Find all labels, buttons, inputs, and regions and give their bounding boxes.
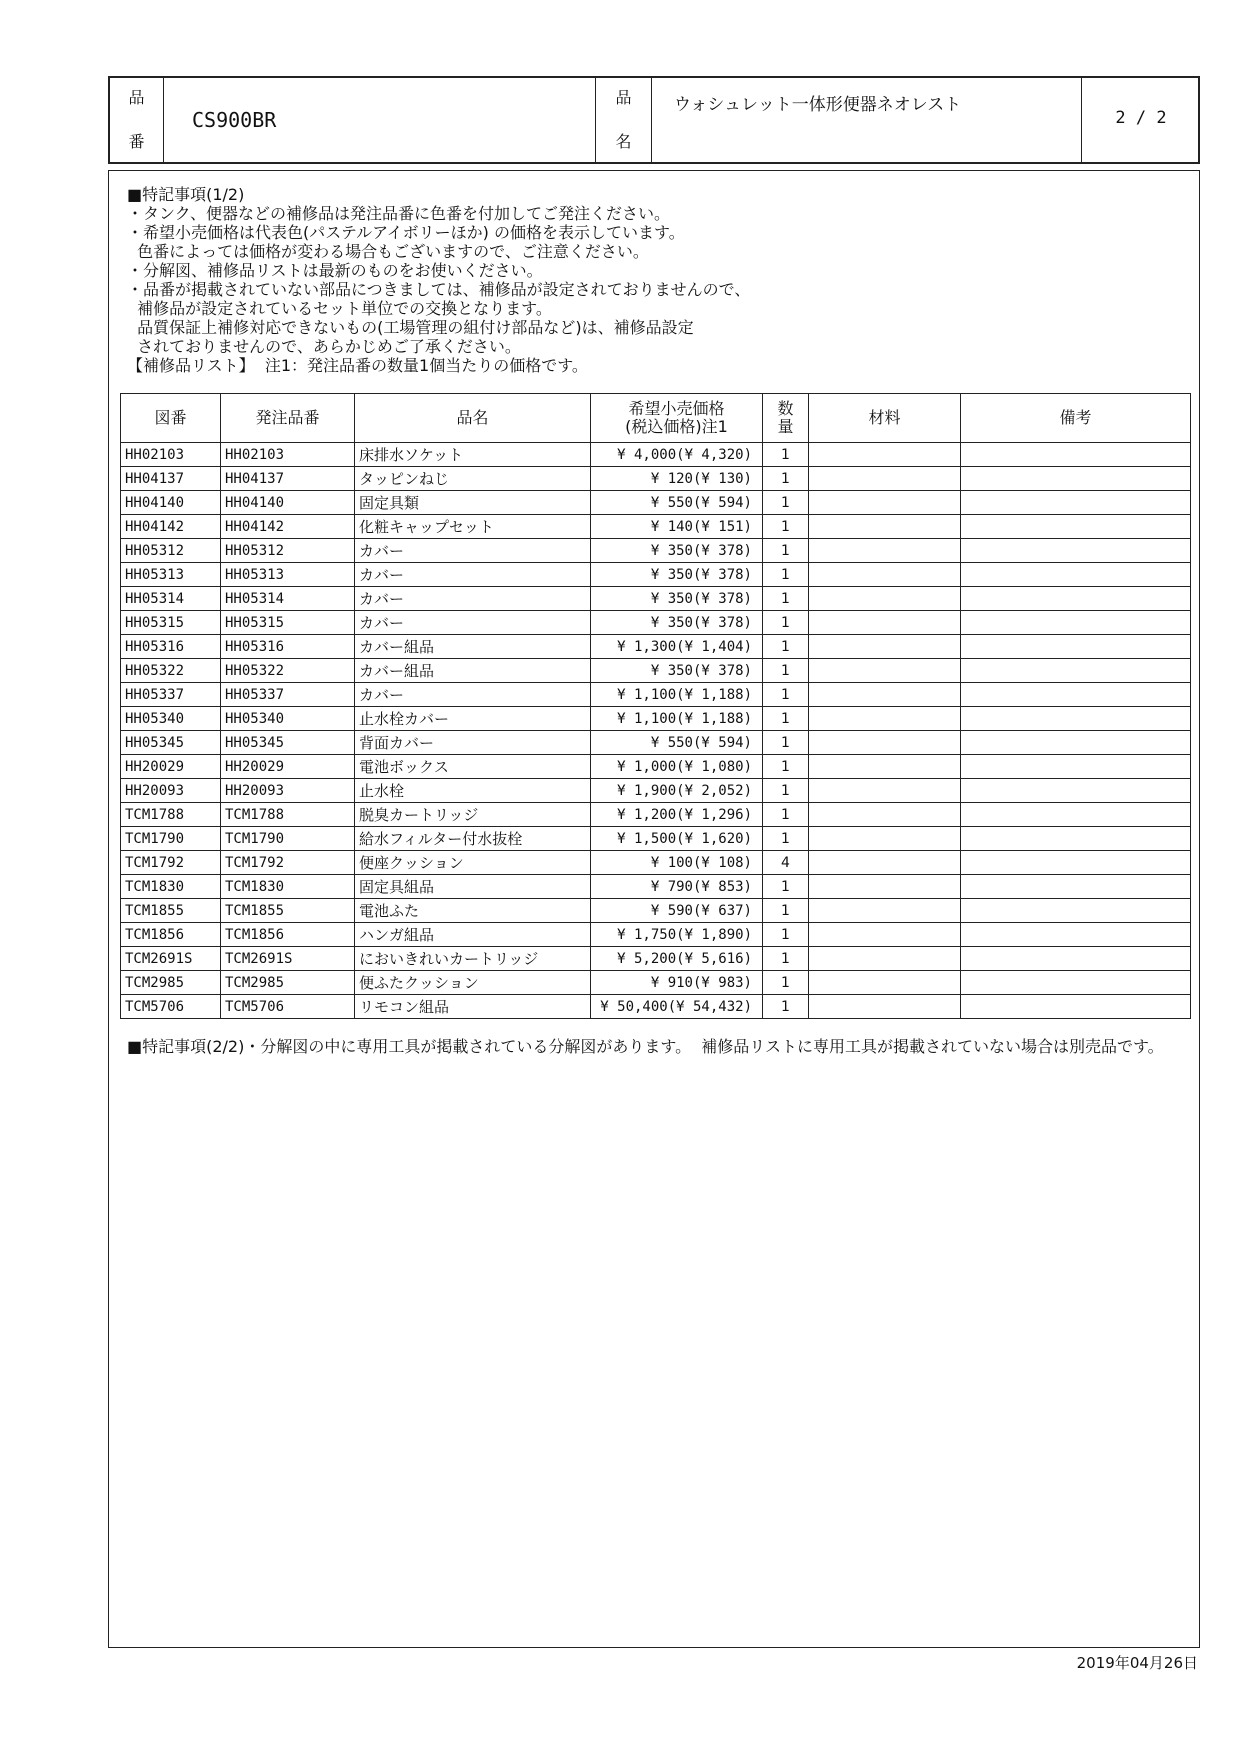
cell-zuban: HH02103 xyxy=(121,443,221,467)
parts-table xyxy=(120,393,1191,1019)
cell-order-no: HH05314 xyxy=(221,587,355,611)
cell-qty: 1 xyxy=(763,563,809,587)
cell-price: ¥ 1,300(¥ 1,404) xyxy=(591,635,763,659)
cell-remarks xyxy=(961,731,1191,755)
issue-date: 2019年04月26日 xyxy=(1076,1654,1198,1672)
cell-order-no: HH20093 xyxy=(221,779,355,803)
cell-name: カバー xyxy=(355,539,591,563)
cell-name: 電池ふた xyxy=(355,899,591,923)
cell-remarks xyxy=(961,563,1191,587)
cell-order-no: HH04140 xyxy=(221,491,355,515)
cell-name: カバー xyxy=(355,611,591,635)
cell-price: ¥ 350(¥ 378) xyxy=(591,587,763,611)
cell-price: ¥ 120(¥ 130) xyxy=(591,467,763,491)
table-row xyxy=(121,971,1191,995)
cell-zuban: HH20029 xyxy=(121,755,221,779)
cell-remarks xyxy=(961,587,1191,611)
special-notes-bottom xyxy=(127,1037,1164,1056)
code-label-cell xyxy=(110,78,164,162)
cell-order-no: TCM2691S xyxy=(221,947,355,971)
table-row xyxy=(121,803,1191,827)
cell-remarks xyxy=(961,443,1191,467)
cell-price: ¥ 350(¥ 378) xyxy=(591,563,763,587)
cell-material xyxy=(809,563,961,587)
content-frame xyxy=(108,170,1200,1648)
note-line: ・分解図の中に専用工具が掲載されている分解図があります。 xyxy=(244,1037,692,1056)
cell-qty: 1 xyxy=(763,635,809,659)
page-number-cell xyxy=(1082,78,1200,162)
cell-material xyxy=(809,899,961,923)
cell-material xyxy=(809,947,961,971)
table-row xyxy=(121,707,1191,731)
table-row xyxy=(121,515,1191,539)
special-notes-top xyxy=(127,185,750,375)
cell-order-no: TCM1855 xyxy=(221,899,355,923)
cell-material xyxy=(809,731,961,755)
cell-zuban: TCM1788 xyxy=(121,803,221,827)
price-header-line1: 希望小売価格 xyxy=(628,399,725,418)
cell-qty: 4 xyxy=(763,851,809,875)
cell-order-no: TCM1830 xyxy=(221,875,355,899)
cell-zuban: TCM5706 xyxy=(121,995,221,1019)
cell-name: 化粧キャップセット xyxy=(355,515,591,539)
note-line: 補修品が設定されているセット単位での交換となります。 xyxy=(127,299,552,318)
cell-remarks xyxy=(961,659,1191,683)
cell-material xyxy=(809,635,961,659)
cell-remarks xyxy=(961,899,1191,923)
cell-order-no: TCM1790 xyxy=(221,827,355,851)
note-line: ■特記事項(2/2) xyxy=(127,1037,245,1056)
cell-order-no: TCM1788 xyxy=(221,803,355,827)
page-number: 2 / 2 xyxy=(1115,108,1167,128)
cell-name: 便ふたクッション xyxy=(355,971,591,995)
cell-price: ¥ 590(¥ 637) xyxy=(591,899,763,923)
cell-material xyxy=(809,491,961,515)
cell-qty: 1 xyxy=(763,659,809,683)
col-header-material: 材料 xyxy=(809,394,961,443)
cell-order-no: HH02103 xyxy=(221,443,355,467)
table-row xyxy=(121,683,1191,707)
cell-zuban: HH05312 xyxy=(121,539,221,563)
table-header-row xyxy=(121,394,1191,443)
note-line: 品質保証上補修対応できないもの(工場管理の組付け部品など)は、補修品設定 xyxy=(127,318,694,337)
cell-price: ¥ 1,100(¥ 1,188) xyxy=(591,683,763,707)
cell-qty: 1 xyxy=(763,755,809,779)
cell-price: ¥ 140(¥ 151) xyxy=(591,515,763,539)
table-row xyxy=(121,899,1191,923)
cell-zuban: TCM2985 xyxy=(121,971,221,995)
cell-material xyxy=(809,851,961,875)
cell-zuban: HH05322 xyxy=(121,659,221,683)
cell-price: ¥ 1,500(¥ 1,620) xyxy=(591,827,763,851)
cell-material xyxy=(809,659,961,683)
cell-remarks xyxy=(961,611,1191,635)
cell-order-no: HH05337 xyxy=(221,683,355,707)
cell-name: リモコン組品 xyxy=(355,995,591,1019)
cell-remarks xyxy=(961,827,1191,851)
cell-price: ¥ 790(¥ 853) xyxy=(591,875,763,899)
cell-name: カバー xyxy=(355,683,591,707)
cell-material xyxy=(809,779,961,803)
note-line: ・分解図、補修品リストは最新のものをお使いください。 xyxy=(127,261,543,280)
cell-material xyxy=(809,515,961,539)
cell-price: ¥ 100(¥ 108) xyxy=(591,851,763,875)
cell-zuban: TCM1856 xyxy=(121,923,221,947)
parts-table-body xyxy=(121,443,1191,1019)
cell-material xyxy=(809,443,961,467)
cell-remarks xyxy=(961,539,1191,563)
cell-qty: 1 xyxy=(763,683,809,707)
cell-price: ¥ 1,750(¥ 1,890) xyxy=(591,923,763,947)
price-header-line2: (税込価格)注1 xyxy=(625,417,728,436)
cell-order-no: HH04137 xyxy=(221,467,355,491)
col-header-order-no: 発注品番 xyxy=(221,394,355,443)
cell-remarks xyxy=(961,491,1191,515)
cell-material xyxy=(809,707,961,731)
cell-material xyxy=(809,875,961,899)
cell-qty: 1 xyxy=(763,467,809,491)
cell-remarks xyxy=(961,923,1191,947)
cell-material xyxy=(809,995,961,1019)
cell-remarks xyxy=(961,683,1191,707)
note-line: ■特記事項(1/2) xyxy=(127,185,245,204)
table-row xyxy=(121,827,1191,851)
table-row xyxy=(121,779,1191,803)
cell-material xyxy=(809,611,961,635)
cell-zuban: HH05315 xyxy=(121,611,221,635)
col-header-name: 品名 xyxy=(355,394,591,443)
cell-zuban: HH04137 xyxy=(121,467,221,491)
cell-remarks xyxy=(961,995,1191,1019)
cell-order-no: TCM2985 xyxy=(221,971,355,995)
table-row xyxy=(121,611,1191,635)
cell-price: ¥ 550(¥ 594) xyxy=(591,731,763,755)
cell-order-no: HH20029 xyxy=(221,755,355,779)
cell-zuban: TCM1855 xyxy=(121,899,221,923)
cell-name: においきれいカートリッジ xyxy=(355,947,591,971)
cell-qty: 1 xyxy=(763,491,809,515)
cell-material xyxy=(809,587,961,611)
cell-zuban: HH04142 xyxy=(121,515,221,539)
cell-qty: 1 xyxy=(763,443,809,467)
cell-qty: 1 xyxy=(763,611,809,635)
cell-remarks xyxy=(961,875,1191,899)
cell-name: カバー xyxy=(355,563,591,587)
cell-price: ¥ 550(¥ 594) xyxy=(591,491,763,515)
cell-remarks xyxy=(961,515,1191,539)
cell-name: 便座クッション xyxy=(355,851,591,875)
table-row xyxy=(121,851,1191,875)
table-row xyxy=(121,875,1191,899)
cell-order-no: HH05315 xyxy=(221,611,355,635)
cell-price: ¥ 350(¥ 378) xyxy=(591,611,763,635)
cell-name: 止水栓カバー xyxy=(355,707,591,731)
cell-qty: 1 xyxy=(763,971,809,995)
cell-material xyxy=(809,683,961,707)
cell-remarks xyxy=(961,947,1191,971)
cell-qty: 1 xyxy=(763,779,809,803)
cell-remarks xyxy=(961,467,1191,491)
name-label-cell xyxy=(596,78,652,162)
cell-qty: 1 xyxy=(763,947,809,971)
cell-order-no: TCM1792 xyxy=(221,851,355,875)
cell-name: 背面カバー xyxy=(355,731,591,755)
name-label-bottom: 名 xyxy=(615,132,632,151)
product-code: CS900BR xyxy=(192,108,277,132)
cell-zuban: HH05337 xyxy=(121,683,221,707)
qty-header-line2: 量 xyxy=(777,417,794,436)
cell-zuban: HH05316 xyxy=(121,635,221,659)
cell-name: タッピンねじ xyxy=(355,467,591,491)
table-row xyxy=(121,659,1191,683)
code-label-top: 品 xyxy=(128,88,145,107)
cell-zuban: HH04140 xyxy=(121,491,221,515)
cell-remarks xyxy=(961,707,1191,731)
cell-name: カバー組品 xyxy=(355,659,591,683)
cell-remarks xyxy=(961,971,1191,995)
table-row xyxy=(121,635,1191,659)
cell-order-no: HH05322 xyxy=(221,659,355,683)
cell-remarks xyxy=(961,755,1191,779)
cell-order-no: TCM1856 xyxy=(221,923,355,947)
note-line: 色番によっては価格が変わる場合もございますので、ご注意ください。 xyxy=(127,242,649,261)
cell-zuban: TCM1792 xyxy=(121,851,221,875)
cell-order-no: HH05340 xyxy=(221,707,355,731)
cell-qty: 1 xyxy=(763,923,809,947)
note-line: ・タンク、便器などの補修品は発注品番に色番を付加してご発注ください。 xyxy=(127,204,671,223)
table-row xyxy=(121,563,1191,587)
cell-zuban: TCM1830 xyxy=(121,875,221,899)
col-header-qty xyxy=(763,394,809,443)
cell-price: ¥ 1,000(¥ 1,080) xyxy=(591,755,763,779)
cell-order-no: HH05316 xyxy=(221,635,355,659)
product-code-cell xyxy=(164,78,596,162)
note-line: 【補修品リスト】 注1：発注品番の数量1個当たりの価格です。 xyxy=(127,356,588,375)
cell-qty: 1 xyxy=(763,899,809,923)
cell-name: カバー xyxy=(355,587,591,611)
cell-remarks xyxy=(961,779,1191,803)
cell-name: ハンガ組品 xyxy=(355,923,591,947)
cell-material xyxy=(809,755,961,779)
cell-price: ¥ 4,000(¥ 4,320) xyxy=(591,443,763,467)
cell-qty: 1 xyxy=(763,515,809,539)
table-row xyxy=(121,491,1191,515)
cell-material xyxy=(809,803,961,827)
cell-price: ¥ 50,400(¥ 54,432) xyxy=(591,995,763,1019)
table-row xyxy=(121,539,1191,563)
cell-order-no: HH05313 xyxy=(221,563,355,587)
cell-remarks xyxy=(961,635,1191,659)
cell-price: ¥ 350(¥ 378) xyxy=(591,659,763,683)
col-header-remarks: 備考 xyxy=(961,394,1191,443)
cell-zuban: HH05313 xyxy=(121,563,221,587)
cell-qty: 1 xyxy=(763,587,809,611)
table-row xyxy=(121,923,1191,947)
cell-qty: 1 xyxy=(763,875,809,899)
table-row xyxy=(121,947,1191,971)
cell-name: カバー組品 xyxy=(355,635,591,659)
cell-name: 床排水ソケット xyxy=(355,443,591,467)
note-line: 補修品リストに専用工具が掲載されていない場合は別売品です。 xyxy=(691,1037,1164,1056)
cell-price: ¥ 5,200(¥ 5,616) xyxy=(591,947,763,971)
cell-order-no: TCM5706 xyxy=(221,995,355,1019)
product-name: ウォシュレット一体形便器ネオレスト xyxy=(674,95,962,115)
cell-zuban: TCM1790 xyxy=(121,827,221,851)
cell-name: 脱臭カートリッジ xyxy=(355,803,591,827)
note-line: ・品番が掲載されていない部品につきましては、補修品が設定されておりませんので、 xyxy=(127,280,751,299)
cell-zuban: HH20093 xyxy=(121,779,221,803)
cell-order-no: HH05345 xyxy=(221,731,355,755)
cell-price: ¥ 350(¥ 378) xyxy=(591,539,763,563)
name-label-top: 品 xyxy=(615,88,632,107)
code-label-bottom: 番 xyxy=(128,132,145,151)
note-line: されておりませんので、あらかじめご了承ください。 xyxy=(127,337,521,356)
cell-qty: 1 xyxy=(763,995,809,1019)
cell-qty: 1 xyxy=(763,539,809,563)
cell-zuban: TCM2691S xyxy=(121,947,221,971)
cell-zuban: HH05340 xyxy=(121,707,221,731)
cell-material xyxy=(809,539,961,563)
cell-remarks xyxy=(961,803,1191,827)
cell-name: 止水栓 xyxy=(355,779,591,803)
cell-name: 固定具組品 xyxy=(355,875,591,899)
cell-qty: 1 xyxy=(763,731,809,755)
table-row xyxy=(121,443,1191,467)
table-row xyxy=(121,755,1191,779)
cell-material xyxy=(809,971,961,995)
col-header-price xyxy=(591,394,763,443)
cell-price: ¥ 1,100(¥ 1,188) xyxy=(591,707,763,731)
table-row xyxy=(121,467,1191,491)
cell-qty: 1 xyxy=(763,707,809,731)
cell-zuban: HH05345 xyxy=(121,731,221,755)
cell-order-no: HH05312 xyxy=(221,539,355,563)
cell-material xyxy=(809,467,961,491)
cell-name: 給水フィルター付水抜栓 xyxy=(355,827,591,851)
col-header-zuban: 図番 xyxy=(121,394,221,443)
table-row xyxy=(121,731,1191,755)
cell-zuban: HH05314 xyxy=(121,587,221,611)
cell-price: ¥ 910(¥ 983) xyxy=(591,971,763,995)
cell-name: 電池ボックス xyxy=(355,755,591,779)
cell-qty: 1 xyxy=(763,827,809,851)
cell-price: ¥ 1,900(¥ 2,052) xyxy=(591,779,763,803)
cell-material xyxy=(809,827,961,851)
header-box xyxy=(108,76,1200,164)
cell-qty: 1 xyxy=(763,803,809,827)
table-row xyxy=(121,995,1191,1019)
cell-remarks xyxy=(961,851,1191,875)
cell-order-no: HH04142 xyxy=(221,515,355,539)
product-name-cell xyxy=(652,78,1082,162)
note-line: ・希望小売価格は代表色(パステルアイボリーほか) の価格を表示しています。 xyxy=(127,223,685,242)
cell-material xyxy=(809,923,961,947)
qty-header-line1: 数 xyxy=(777,399,794,418)
cell-price: ¥ 1,200(¥ 1,296) xyxy=(591,803,763,827)
table-row xyxy=(121,587,1191,611)
cell-name: 固定具類 xyxy=(355,491,591,515)
